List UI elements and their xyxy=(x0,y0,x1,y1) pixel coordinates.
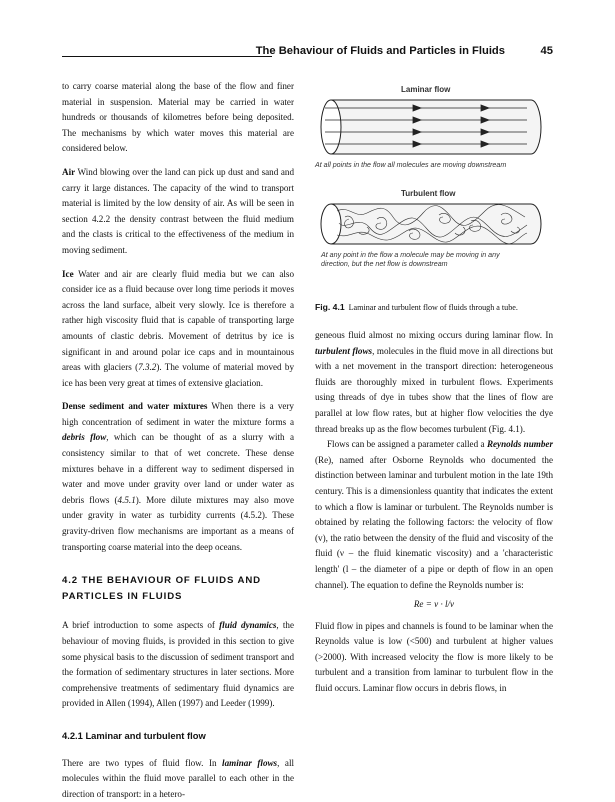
paragraph-transition: Fluid flow in pipes and channels is found to be laminar when the Reynolds value is low (<500) and turbulent at higher values (>2000). With increased velocity the flow is more likely to be turbulent and a transition from laminar to turbulent flow in the fluid occurs. Laminar flow occurs in debris flows, in xyxy=(315,620,553,694)
laminar-flow-note: At all points in the flow all molecules are moving downstream xyxy=(315,161,507,169)
sec-text-2: , the behaviour of moving fluids, is provided in this section to give some physical basis to the discussion of sediment transport and the formation of sedimentary structures in later sections. More comprehensive treatments of sedimentary fluid dynamics are provided in Allen (1994), Allen (1997) and Leeder (1999). xyxy=(62,620,294,709)
running-header xyxy=(62,42,553,60)
dense-text-3: ). More dilute mixtures may also move under gravity in water as turbidity currents (4.5.2). These gravity-driven flow mechanisms are important as a means of transporting coarse material into the deep oceans. xyxy=(62,494,294,552)
sec-text-1: A brief introduction to some aspects of xyxy=(62,620,220,631)
left-column xyxy=(62,79,294,802)
figure-number: Fig. 4.1 xyxy=(315,302,345,312)
term-turbulent-flows: turbulent flows xyxy=(315,345,373,356)
section-heading: 4.2 THE BEHAVIOUR OF FLUIDS AND PARTICLES IN FLUIDS xyxy=(62,575,261,602)
page-number: 45 xyxy=(540,45,553,57)
air-text: Wind blowing over the land can pick up dust and sand and carry it large distances. The capacity of the wind to transport material is limited by the low density of air. As will be seen in section 4.2.2 the density contrast between the fluid medium and the clasts is critical to the effectiveness of the medium in moving sediment. xyxy=(62,166,294,255)
term-reynolds-number: Reynolds number xyxy=(486,439,553,450)
paragraph-turbulent xyxy=(315,328,553,437)
paragraph-laminar xyxy=(62,756,294,802)
paragraph-reynolds xyxy=(315,437,553,593)
paragraph-section-intro xyxy=(62,618,294,712)
ice-text-2: ). The volume of material moved by ice has been very great at times of extensive glaciation. xyxy=(62,362,295,388)
right-p1-b: , molecules in the fluid move in all directions but with a net movement in the transport direction: heterogeneous fluids are thoroughly mixed in turbulent flows. Experiments using threads of dye in tubes show that the lines of flow are parallel at low flow rates, but at higher flow velocities the dye thread breaks up as the flow becomes turbulent (Fig. 4.1). xyxy=(315,345,553,434)
turbulent-flow-note: At any point in the flow a molecule may be moving in any direction, but the net flow is downstream xyxy=(321,251,500,269)
term-laminar-flows: laminar flows xyxy=(222,757,278,768)
dense-text-1: When there is a very high concentration of sediment in water the mixture forms a xyxy=(62,401,294,427)
laminar-flow-label: Laminar flow xyxy=(401,85,451,94)
right-p2-b: (Re), named after Osborne Reynolds who documented the distinction between laminar and turbulent motion in the late 19th century. This is a dimensionless quantity that indicates the extent to which a flow is laminar or turbulent. The Reynolds number is obtained by relating the following factors: the velocity of flow (v), the ratio between the density of the fluid and viscosity of the fluid (ν – the fluid kinematic viscosity) and a 'characteristic length' (l – the diameter of a pipe or depth of flow in an open channel). The equation to define the Reynolds number is: xyxy=(315,454,553,590)
figure-caption xyxy=(315,302,555,312)
paragraph-dense xyxy=(62,399,294,555)
dense-ref: 4.5.1 xyxy=(117,494,136,505)
dense-text-2: , which can be thought of as a slurry with a consistency similar to that of wet concrete. These dense mixtures behave in a different way to sediment dispersed in water and move under gravity over land or under water as debris flows ( xyxy=(62,432,294,505)
right-p2: Flows can be assigned a parameter called a xyxy=(327,439,487,450)
term-fluid-dynamics: fluid dynamics xyxy=(219,620,277,631)
run-in-heading-air: Air xyxy=(62,166,76,177)
figure-4-1 xyxy=(315,80,555,320)
paragraph-ice xyxy=(62,267,294,392)
run-in-heading-dense: Dense sediment and water mixtures xyxy=(62,401,208,412)
run-in-heading-ice: Ice xyxy=(62,268,74,279)
turbulent-tube-body xyxy=(331,204,541,244)
subsection-heading: 4.2.1 Laminar and turbulent flow xyxy=(62,729,206,741)
figure-caption-text: Laminar and turbulent flow of fluids through a tube. xyxy=(348,303,518,312)
turbulent-tube-opening xyxy=(321,204,341,244)
lam-text-2: , all molecules within the fluid move parallel to each other in the direction of transport: in a hetero- xyxy=(62,757,295,799)
paragraph-continuation: to carry coarse material along the base of the flow and finer material in suspension. Material may be carried in water hundreds or thousands of kilometres before being deposited. The mechanisms by which water moves this material are considered below. xyxy=(62,81,294,154)
right-p1: geneous fluid almost no mixing occurs during laminar flow. In xyxy=(315,330,553,340)
ice-ref: 7.3.2 xyxy=(138,362,157,373)
turbulent-tube-diagram xyxy=(315,201,555,247)
term-debris-flow: debris flow xyxy=(62,432,107,443)
reynolds-equation: Re = v · l/ν xyxy=(413,599,455,610)
ice-text-1: Water and air are clearly fluid media but we can also consider ice as a fluid because over long time periods it moves across the land surface, albeit very slowly. Ice is therefore a rather high viscosity fluid that is capable of transporting large amounts of clastic debris. Movement of detritus by ice is significant in and around polar ice caps and in mountainous areas with glaciers ( xyxy=(62,268,294,373)
header-rule xyxy=(62,56,272,57)
lam-text-1: There are two types of fluid flow. In xyxy=(62,757,223,768)
right-column xyxy=(315,328,553,697)
header-title: The Behaviour of Fluids and Particles in Fluids xyxy=(255,45,505,57)
laminar-tube-diagram xyxy=(315,96,555,158)
paragraph-air xyxy=(62,165,294,259)
turbulent-flow-label: Turbulent flow xyxy=(401,189,456,198)
